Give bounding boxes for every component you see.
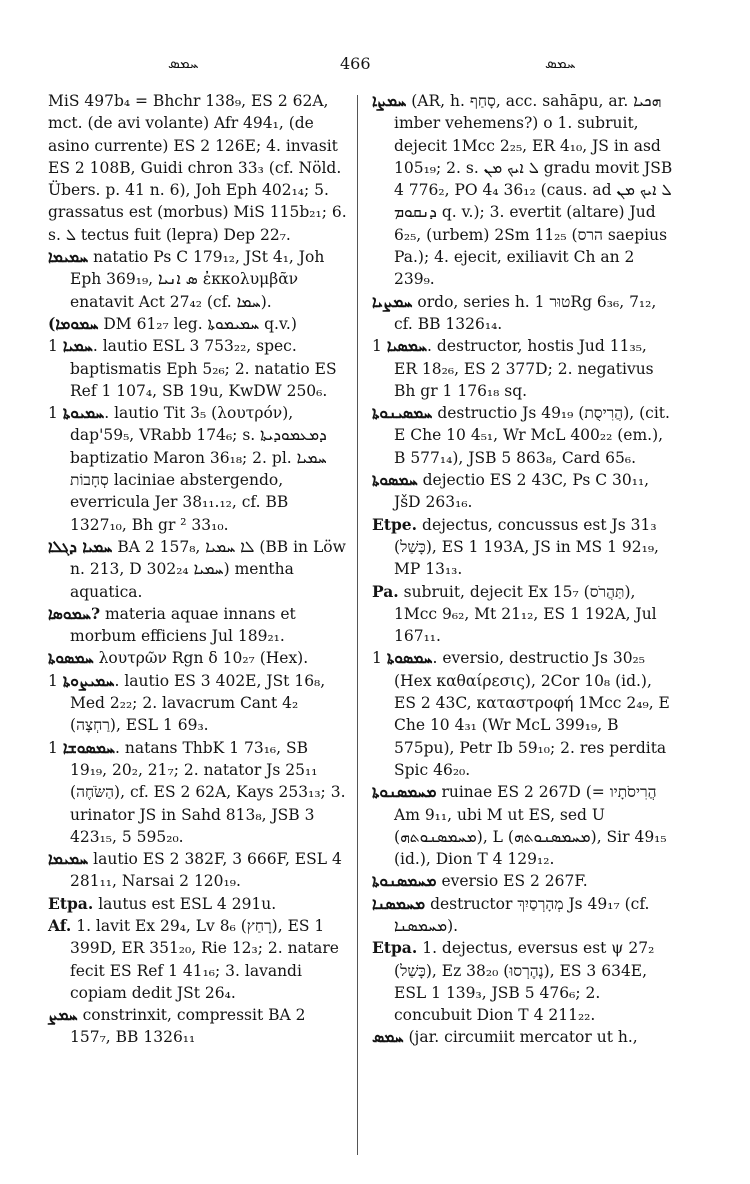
entry-headword: ܚܡܣܝܢܘܬܐ [372, 403, 433, 423]
dictionary-entry [48, 670, 348, 737]
dictionary-entry [372, 469, 674, 514]
entry-headword: ܚܡܨܝܐ [372, 291, 413, 311]
dictionary-entry [48, 737, 348, 848]
entry-headword: ܚܡܝܡܐ [48, 247, 89, 267]
dictionary-entry [372, 781, 674, 870]
entry-headword: ܚܡܣܘܬܐ [48, 648, 94, 668]
entry-stem-label: Etpa. [48, 893, 94, 913]
entry-text: destructio Js 49₁₉ (הֲרִיסֻת), (cit. E Che 10 4₅₁, Wr McL 400₂₂ (em.), B 577₁₄), JSB 5 863₈, Card 65₆. [394, 404, 670, 467]
entry-text: 1. lautio ES 3 402E, JSt 16₈, Med 2₂₂; 2. lavacrum Cant 4₂ (רַחְצָה), ESL 1 69₃. [48, 671, 326, 735]
entry-headword: ܚܡܝܡܐ [48, 849, 89, 869]
entry-text: materia aquae innans et morbum efficiens Jul 189₂₁. [70, 604, 296, 646]
dictionary-entry [372, 402, 674, 469]
entry-stem-label: Pa. [372, 581, 399, 601]
dictionary-entry [372, 581, 674, 648]
entry-text: 1. eversio, destructio Js 30₂₅ (Hex καθαίρεσις), 2Cor 10₈ (id.), ES 2 43C, καταστροφή 1Mcc 2₄₉, E Che 10 4₃₁ (Wr McL 399₁₉, B 575pu), Petr Ib 59₁₀; 2. res perdita Spic 46₂₀. [372, 649, 670, 779]
entry-text: BA 2 157₈, ܠܐ ܚܡܝܐ (BB in Löw n. 213, D 302₂₄ ܚܡܝܐ) mentha aquatica. [70, 537, 346, 601]
entry-text: dejectio ES 2 43C, Ps C 30₁₁, JšD 263₁₆. [394, 471, 650, 512]
page-header [0, 44, 750, 84]
dictionary-entry [372, 893, 674, 938]
dictionary-entry [372, 1026, 674, 1048]
entry-text: lautus est ESL 4 291u. [98, 894, 277, 913]
entry-headword: ܚܡܨ [48, 1005, 78, 1025]
entry-headword: (ܚܡܘܡܐ [48, 313, 99, 333]
dictionary-entry [48, 915, 348, 1004]
entry-headword: ܚܡܣܘܫܐ [62, 737, 116, 757]
entry-headword: ܚܡܣܘܬܐ [372, 470, 418, 490]
dictionary-entry [372, 647, 674, 781]
dictionary-entry [48, 90, 348, 246]
entry-headword: ܚܡܘܣܐ? [48, 603, 101, 623]
entry-text: 1. dejectus, eversus est ψ 27₂ (כָּשַׁל), Ez 38₂₀ (נֶהֶרְסוּ), ES 3 634E, ESL 1 139₃, JSB 5 476₆; 2. concubuit Dion T 4 211₂₂. [394, 939, 655, 1025]
entry-stem-label: Etpa. [372, 938, 418, 958]
entry-stem-label: Af. [48, 915, 72, 935]
entry-headword: ܡܚܡܣܢܘܬܐ [372, 782, 437, 802]
entry-text: lautio ES 2 382F, 3 666F, ESL 4 281₁₁, Narsai 2 120₁₉. [70, 850, 342, 891]
dictionary-entry [48, 335, 348, 402]
entry-text: 1. lautio ESL 3 753₂₂, spec. baptismatis Eph 5₂₆; 2. natatio ES Ref 1 107₄, SB 19u, KwDW 250₆. [48, 337, 337, 400]
entry-text: λουτρῶν Rgn δ 10₂₇ (Hex). [98, 649, 309, 668]
dictionary-entry [48, 893, 348, 915]
dictionary-entry [372, 291, 674, 336]
entry-headword: ܚܡܨܐ [372, 91, 407, 110]
left-column [48, 90, 348, 1049]
dictionary-entry [48, 246, 348, 313]
entry-text: dejectus, concussus est Js 31₃ (כָּשַׁל), ES 1 193A, JS in MS 1 92₁₉, MP 13₁₃. [394, 515, 659, 579]
running-head-left: ܚܡܣ [168, 54, 199, 72]
entry-text: 1. destructor, hostis Jud 11₃₅, ER 18₂₆, ES 2 377D; 2. negativus Bh gr 1 176₁₈ sq. [372, 337, 654, 400]
entry-headword: ܚܡܣܘܬܐ [386, 648, 433, 668]
entry-headword: ܚܡܝܐ [62, 336, 93, 356]
dictionary-entry [48, 402, 348, 536]
dictionary-entry [372, 335, 674, 402]
column-divider [357, 95, 358, 1155]
entry-text: 1. lautio Tit 3₅ (λουτρόν), dap'59₅, VRabb 174₆; s. ܕܡܥܡܘܕܝܬܐ baptizatio Maron 36₁₈; 2. pl. ܚܡܝܐ סְחָבוֹת laciniae abstergendo, everricula Jer 38₁₁.₁₂, cf. BB 1327₁₀, Bh gr ² 33₁₀. [48, 404, 327, 534]
dictionary-entry [48, 647, 348, 669]
entry-headword: ܚܡܝܐ ܕܓܠܐ [48, 536, 113, 556]
entry-headword: ܚܡܣ [372, 1027, 404, 1047]
running-head-right: ܚܡܣ [545, 54, 576, 72]
dictionary-entry [48, 313, 348, 335]
page-number: 466 [340, 54, 371, 73]
right-column [372, 90, 674, 1049]
entry-text: eversio ES 2 267F. [441, 872, 588, 891]
entry-headword: ܚܡܝܘܬܐ [62, 403, 105, 423]
dictionary-entry [372, 937, 674, 1026]
entry-stem-label: Etpe. [372, 514, 418, 534]
entry-headword: ܡܚܡܣܢܐ [372, 893, 426, 913]
dictionary-entry [48, 1004, 348, 1049]
entry-text: ruinae ES 2 267D (= הֲרִיסֹתָיו Am 9₁₁, ubi M ut ES, sed U (ܡܚܡܣܢܘܬܗ), L (ܡܚܡܣܢܘܬܗ), Sir 49₁₅ (id.), Dion T 4 129₁₂. [394, 783, 667, 869]
entry-text: natatio Ps C 179₁₂, JSt 4₁, Joh Eph 369₁₉, ܣ ܐܢܝܐ ἐκκολυμβᾶν enatavit Act 27₄₂ (cf. ܚܡܐ). [70, 248, 325, 311]
dictionary-entry [372, 870, 674, 892]
entry-text: destructor מְהָרְסַיִךְ Js 49₁₇ (cf. ܡܚܡܣܢܐ). [394, 894, 650, 935]
dictionary-entry [48, 603, 348, 648]
entry-text: MiS 497b₄ = Bhchr 138₉, ES 2 62A, mct. (de avi volante) Afr 494₁, (de asino currente) ES 2 126E; 4. invasit ES 2 108B, Guidi chron 33₃ (cf. Nöld. Übers. p. 41 n. 6), Joh Eph 402₁₄; 5. grassatus est (morbus) MiS 115b₂₁; 6. s. ܠ tectus fuit (lepra) Dep 22₇. [48, 92, 347, 244]
entry-text: subruit, dejecit Ex 15₇ (תַּהֲרֹס), 1Mcc 9₆₂, Mt 21₁₂, ES 1 192A, Jul 167₁₁. [394, 582, 657, 646]
entry-headword: ܡܚܡܣܢܘܬܐ [372, 871, 437, 891]
entry-text: DM 61₂₇ leg. ܚܡܝܡܘܬܐ q.v.) [103, 314, 297, 333]
entry-headword: ܚܡܝܨܘܬܐ [62, 670, 115, 690]
entry-text: 1. lavit Ex 29₄, Lv 8₆ (רָחַץ), ES 1 399D, ER 351₂₀, Rie 12₃; 2. natare fecit ES Ref 1 41₁₆; 3. lavandi copiam dedit JSt 26₄. [70, 916, 339, 1002]
dictionary-entry [48, 848, 348, 893]
entry-headword: ܚܡܣܝܐ [386, 336, 428, 356]
dictionary-entry [48, 536, 348, 603]
dictionary-entry [372, 90, 674, 291]
entry-text: ordo, series h. טוּר 1Rg 6₃₆, 7₁₂, cf. BB 1326₁₄. [394, 292, 657, 333]
entry-text: constrinxit, compressit BA 2 157₇, BB 1326₁₁ [70, 1006, 306, 1047]
entry-text: (jar. circumiit mercator ut h., [408, 1028, 638, 1047]
entry-text: 1. natans ThbK 1 73₁₆, SB 19₁₉, 20₂, 21₇; 2. natator Js 25₁₁ (הַשֹּׂחֶה), cf. ES 2 62A, Kays 253₁₃; 3. urinator JS in Sahd 813₈, JSB 3 423₁₅, 5 595₂₀. [48, 738, 346, 846]
entry-text: (AR, h. סָחַף, acc. sahāpu, ar. ܗܟܝܐ imber vehemens?) o 1. subruit, dejecit 1Mcc 2₂₅, ER 4₁₀, JS in asd 105₁₉; 2. s. ܠ ܐܝܟ ܡܢ gradu movit JSB 4 776₂, PO 4₄ 36₁₂ (caus. ad ܠ ܐܝܟ ܡܢ ܕܢܩܘܡ q. v.); 3. evertit (altare) Jud 6₂₅, (urbem) 2Sm 11₂₅ (הרס saepius Pa.); 4. ejecit, exiliavit Ch an 2 239₉. [394, 92, 673, 289]
dictionary-entry [372, 514, 674, 581]
